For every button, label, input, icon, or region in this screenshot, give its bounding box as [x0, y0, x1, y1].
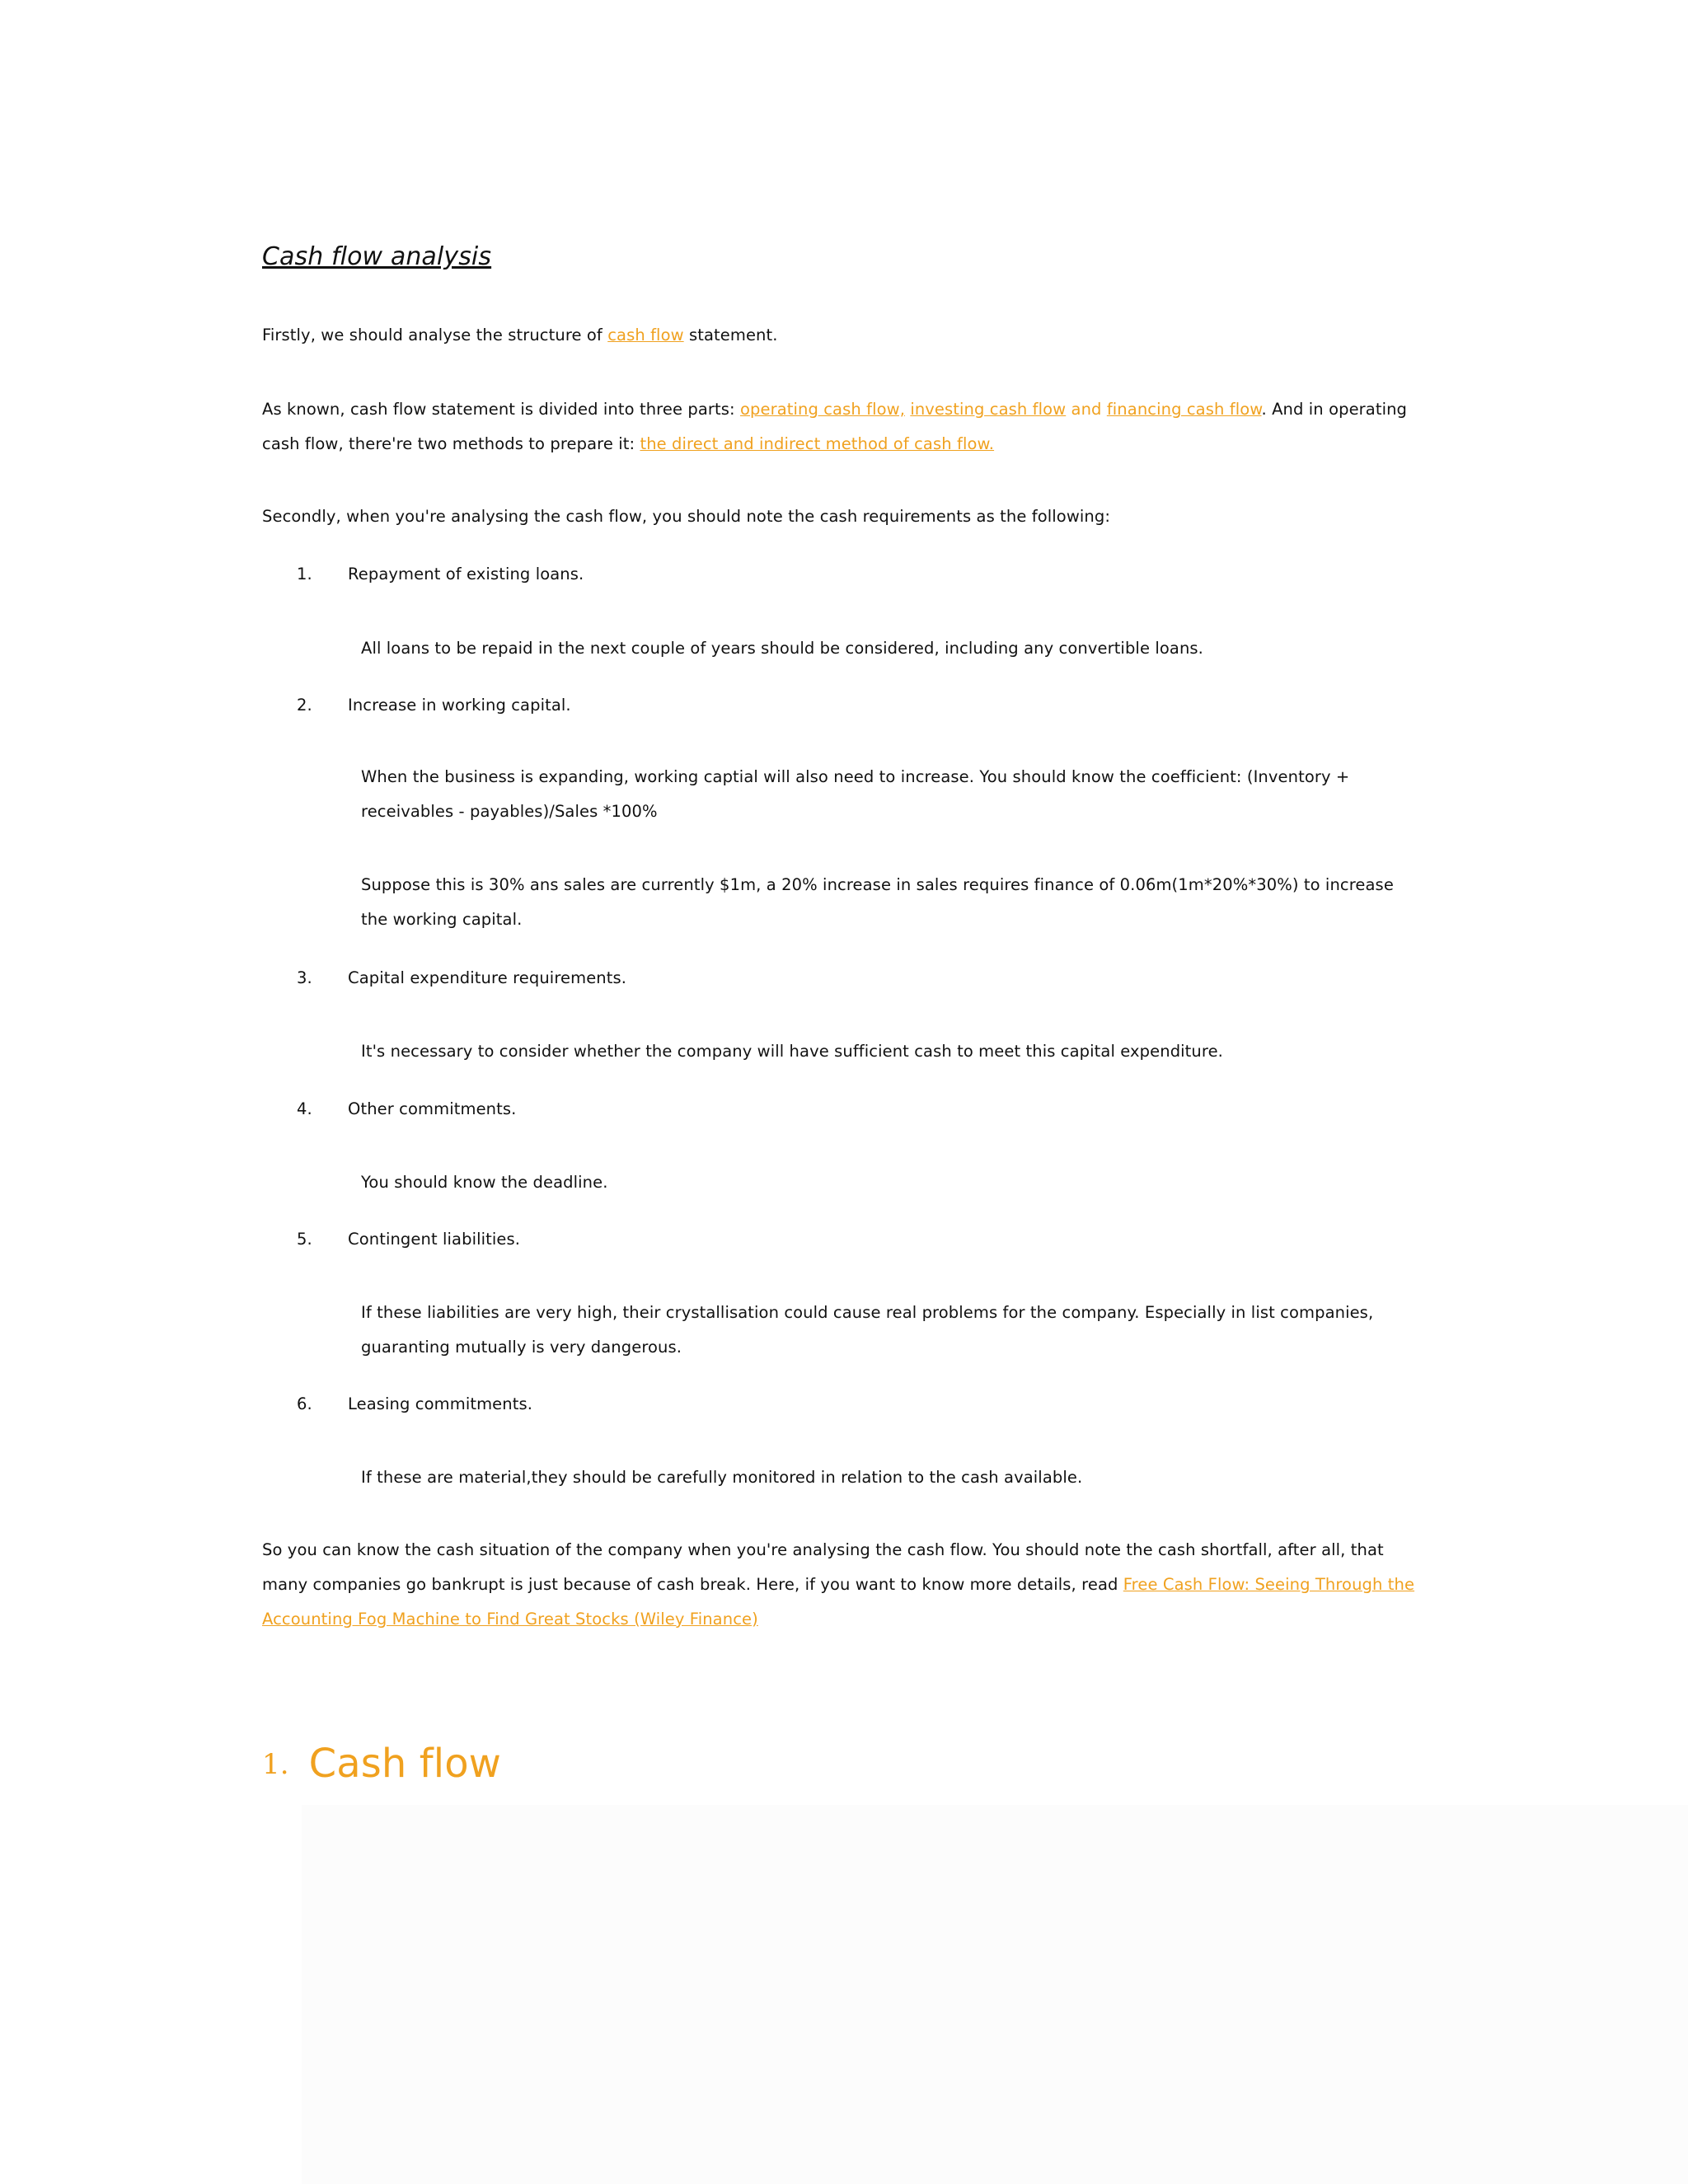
requirements-intro: Secondly, when you're analysing the cash flow, you should note the cash requirements as the following:	[262, 507, 1110, 526]
list-label: Other commitments.	[348, 1099, 517, 1118]
parts-paragraph	[262, 392, 1432, 462]
list-detail: You should know the deadline.	[361, 1173, 608, 1192]
list-detail: Suppose this is 30% ans sales are currently $1m, a 20% increase in sales requires finance of 0.06m(1m*20%*30%) to increase the working capital.	[361, 875, 1394, 929]
list-number: 5.	[297, 1230, 312, 1249]
section-heading	[262, 1737, 501, 1795]
list-detail: All loans to be repaid in the next couple of years should be considered, including any convertible loans.	[361, 639, 1203, 658]
list-number: 1.	[297, 565, 312, 583]
list-detail: If these are material,they should be carefully monitored in relation to the cash available.	[361, 1468, 1083, 1487]
background-block	[302, 1805, 1688, 2184]
section-title: Cash flow	[308, 1741, 502, 1787]
operating-cash-flow-link[interactable]: operating cash flow,	[739, 400, 905, 419]
list-number: 2.	[297, 696, 312, 715]
direct-indirect-method-link[interactable]: the direct and indirect method of cash flow.	[640, 434, 995, 453]
list-detail: When the business is expanding, working captial will also need to increase. You should know the coefficient: (Inventory + receivables - payables)/Sales *100%	[361, 767, 1350, 821]
list-number: 6.	[297, 1394, 312, 1413]
conclusion-paragraph	[262, 1533, 1432, 1637]
parts-text: As known, cash flow statement is divided into three parts:	[262, 400, 740, 419]
list-number: 4.	[297, 1099, 312, 1118]
intro-paragraph	[262, 318, 1432, 353]
list-detail: If these liabilities are very high, their crystallisation could cause real problems for the company. Especially in list companies, guaranting mutually is very dangerous.	[361, 1303, 1374, 1357]
methods-text: . And in operating cash flow, there're two methods to prepare it:	[262, 400, 1408, 453]
free-cash-flow-book-link[interactable]: Free Cash Flow: Seeing Through the Accounting Fog Machine to Find Great Stocks (Wiley Finance)	[262, 1575, 1415, 1629]
cash-flow-link[interactable]: cash flow	[607, 326, 684, 344]
intro-text-end: statement.	[683, 326, 778, 344]
investing-cash-flow-link[interactable]: investing cash flow	[910, 400, 1067, 419]
document-title: Cash flow analysis	[262, 242, 492, 271]
list-detail: It's necessary to consider whether the company will have sufficient cash to meet this capital expenditure.	[361, 1042, 1223, 1061]
list-number: 3.	[297, 968, 312, 987]
list-label: Increase in working capital.	[348, 696, 571, 715]
conclusion-text: So you can know the cash situation of the company when you're analysing the cash flow. You should note the cash shortfall, after all, that many companies go bankrupt is just because of cash break. Here, if you want to know more details, read	[262, 1540, 1384, 1594]
and-text: and	[1066, 400, 1107, 419]
list-label: Leasing commitments.	[348, 1394, 533, 1413]
financing-cash-flow-link[interactable]: financing cash flow	[1106, 400, 1262, 419]
list-label: Capital expenditure requirements.	[348, 968, 627, 987]
intro-text: Firstly, we should analyse the structure of	[262, 326, 608, 344]
list-label: Repayment of existing loans.	[348, 565, 584, 583]
list-label: Contingent liabilities.	[348, 1230, 521, 1249]
section-number: 1.	[262, 1748, 289, 1781]
